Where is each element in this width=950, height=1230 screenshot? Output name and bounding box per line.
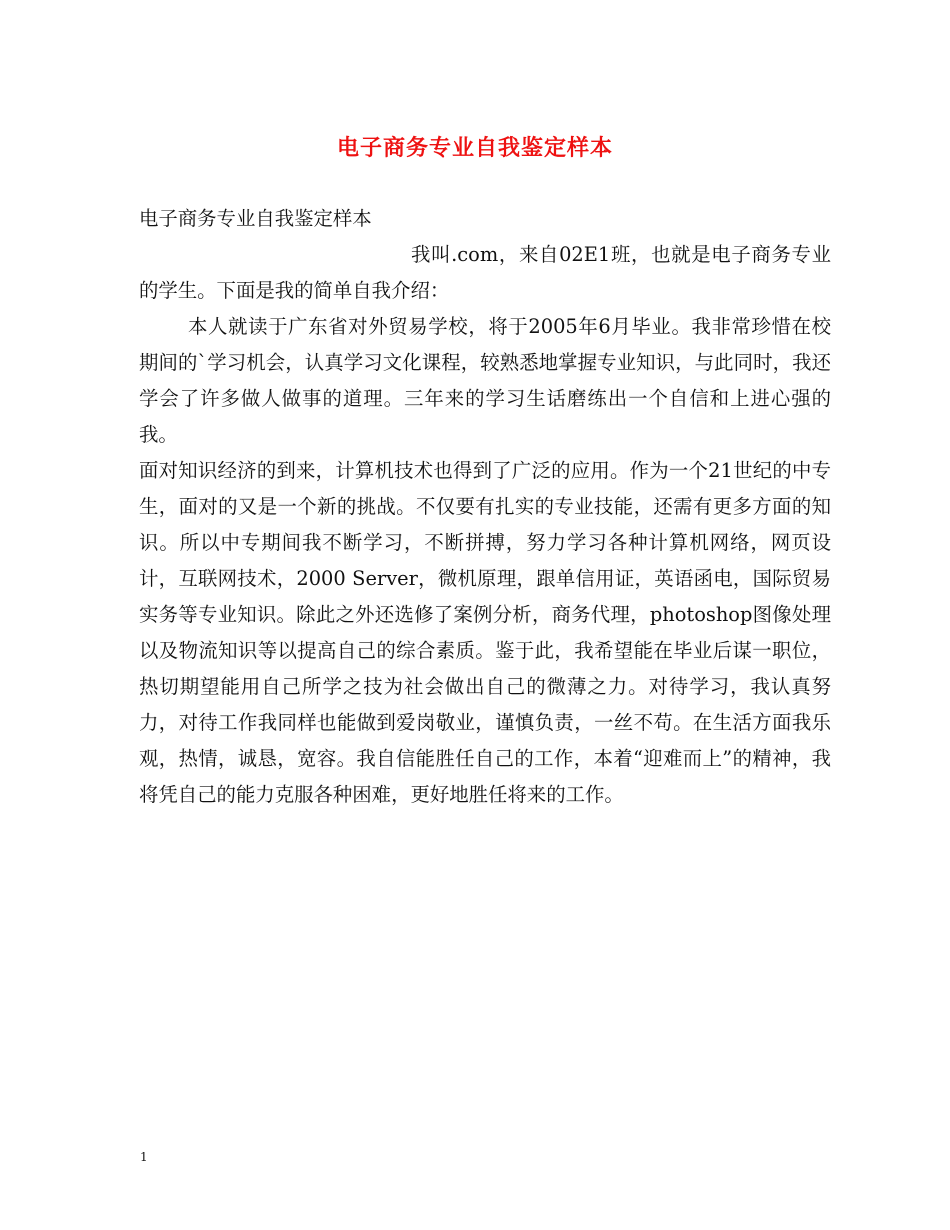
- document-subtitle: 电子商务专业自我鉴定样本: [139, 207, 372, 230]
- page-number: 1: [140, 1150, 148, 1164]
- intro-paragraph: 我叫.com，来自02E1班，也就是电子商务专业的学生。下面是我的简单自我介绍：: [139, 243, 831, 302]
- skills-paragraph: 面对知识经济的到来，计算机技术也得到了广泛的应用。作为一个21世纪的中专生，面对的又是一个新的挑战。不仅要有扎实的专业技能，还需有更多方面的知识。所以中专期间我不断学习，不断拼搏，努力学习各种计算机网络，网页设计，互联网技术，2000 Server，微机原理，跟单信用证，英语函电，国际贸易实务等专业知识。除此之外还选修了案例分析，商务代理，photoshop图像处理以及物流知识等以提高自己的综合素质。鉴于此，我希望能在毕业后谋一职位，热切期望能用自己所学之技为社会做出自己的微薄之力。对待学习，我认真努力，对待工作我同样也能做到爱岗敬业，谨慎负责，一丝不苟。在生活方面我乐观，热情，诚恳，宽容。我自信能胜任自己的工作，本着“迎难而上”的精神，我将凭自己的能力克服各种困难，更好地胜任将来的工作。: [139, 459, 831, 806]
- education-paragraph: 本人就读于广东省对外贸易学校，将于2005年6月毕业。我非常珍惜在校期间的`学习机会，认真学习文化课程，较熟悉地掌握专业知识，与此同时，我还学会了许多做人做事的道理。三年来的学习生话磨练出一个自信和上进心强的我。: [139, 315, 831, 446]
- document-title: 电子商务专业自我鉴定样本: [336, 135, 613, 161]
- document-body: [139, 201, 831, 813]
